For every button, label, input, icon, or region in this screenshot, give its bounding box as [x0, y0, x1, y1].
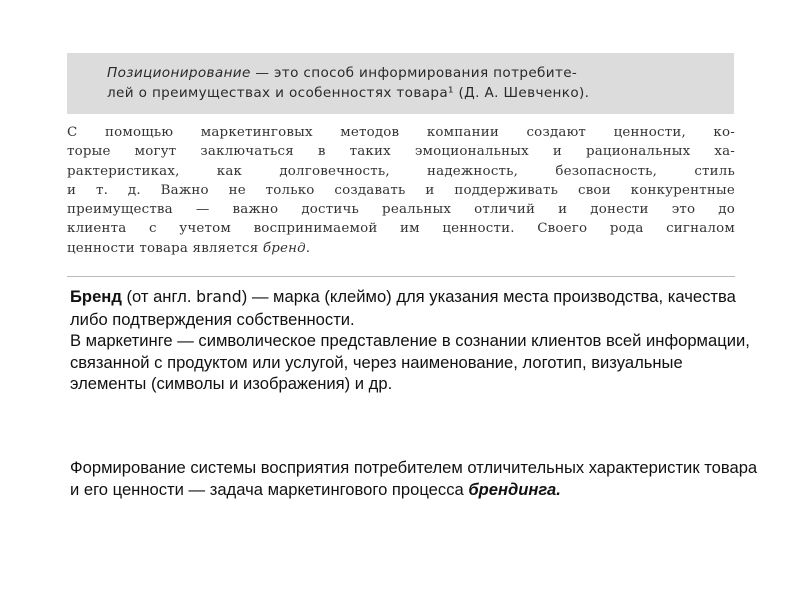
book-line-5: преимущества — важно достичь реальных отличий и донести это до: [67, 202, 735, 218]
book-brand-word: бренд.: [262, 240, 311, 256]
brand-term: Бренд: [70, 287, 122, 306]
section-divider: [67, 276, 735, 277]
book-paragraph: [67, 123, 735, 258]
definition-line-2: лей о преимуществах и особенностях товара¹ (Д. А. Шевченко).: [107, 85, 590, 101]
book-line-2: торые могут заключаться в таких эмоциональных и рациональных ха-: [67, 144, 735, 160]
book-line-4: и т. д. Важно не только создавать и поддерживать свои конкурентные: [67, 182, 735, 198]
book-line-7: [67, 239, 735, 258]
book-line-1: С помощью маркетинговых методов компании создают ценности, ко-: [67, 125, 735, 140]
definition-term: Позиционирование: [107, 65, 251, 81]
brand-marketing-paragraph: В маркетинге — символическое представление в сознании клиентов всей информации, связанной с продуктом или услугой, через наименование, логотип, визуальные элементы (символы и изображения) и др.: [70, 331, 750, 393]
brand-definition-paragraph: [70, 286, 760, 330]
branding-process-text: Формирование системы восприятия потребителем отличительных характеристик товара и его ценности — задача маркетингового процесса: [70, 458, 758, 499]
branding-process-block: [70, 457, 770, 500]
book-line-6: клиента с учетом воспринимаемой им ценности. Своего рода сигналом: [67, 221, 735, 237]
book-line-3: рактеристиках, как долговечность, надежность, безопасность, стиль: [67, 163, 735, 179]
brand-origin-rest: ) — марка (клеймо) для указания места производства, качества либо подтверждения собственности.: [70, 287, 736, 329]
definition-line-1-text: — это способ информирования потребите-: [250, 65, 578, 81]
brand-origin-word: brand: [196, 288, 242, 306]
branding-process-paragraph: [70, 457, 770, 500]
book-line-7-text: ценности товара является: [67, 240, 263, 256]
brand-definition-block: [70, 286, 760, 395]
brand-origin-open: (от англ.: [121, 287, 197, 306]
definition-line-1: [107, 63, 726, 83]
branding-term: брендинга.: [468, 479, 561, 499]
definition-quote-box: [67, 53, 734, 114]
